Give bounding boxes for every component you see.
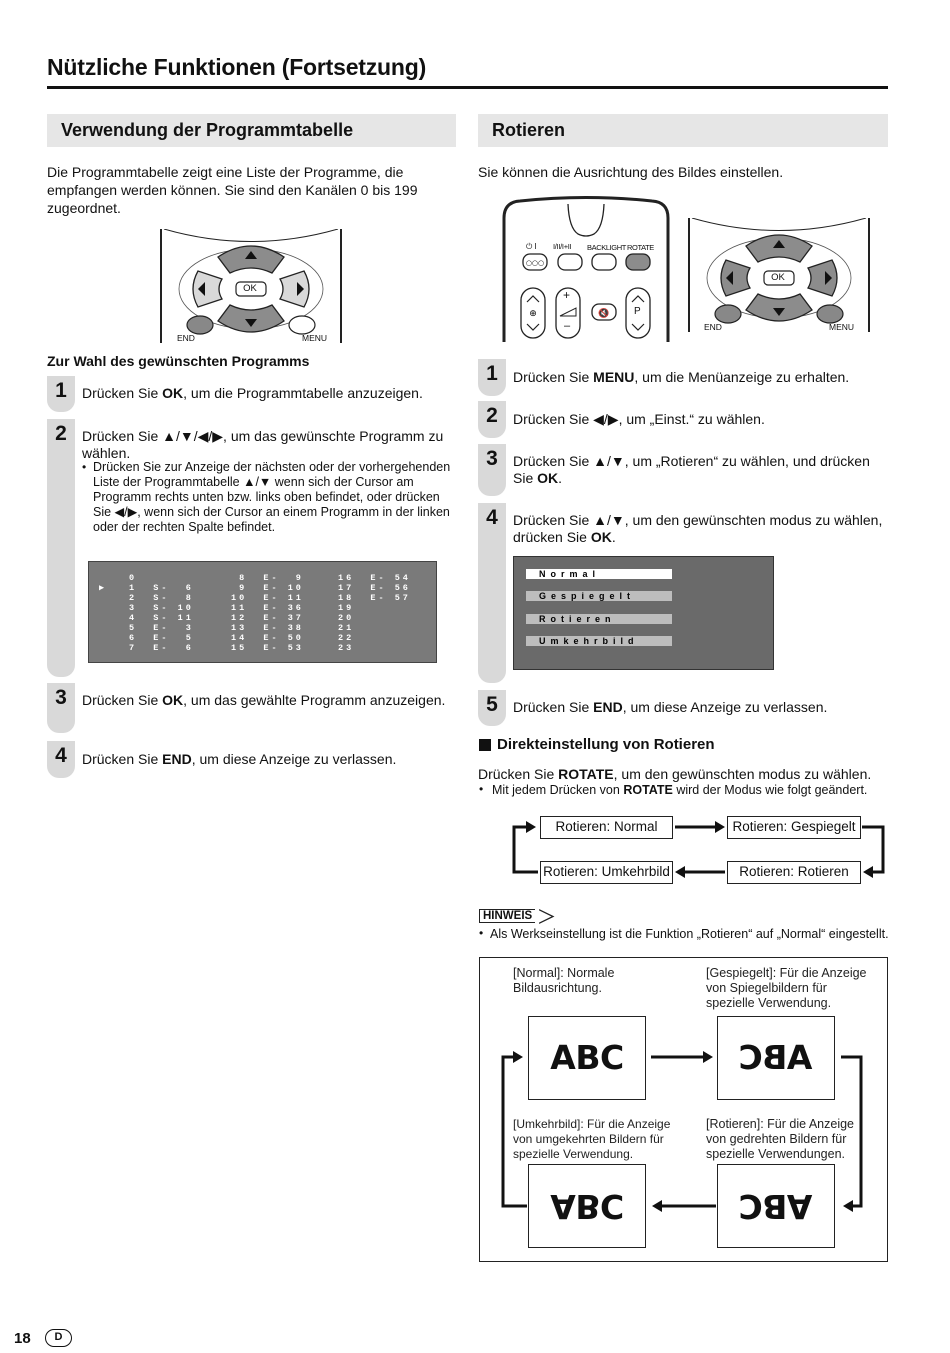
subheading-select-program: Zur Wahl des gewünschten Programms <box>47 353 310 369</box>
end-key-label: END <box>704 322 722 332</box>
language-badge: D <box>45 1329 72 1347</box>
program-cell: 9 E- 10 <box>231 583 304 593</box>
program-cell: 18 E- 57 <box>338 593 411 603</box>
ok-key-label: OK <box>771 272 785 283</box>
rotate-key-label: ROTATE <box>627 243 654 252</box>
sample-normal: ABC <box>528 1016 646 1100</box>
section-heading-rotate: Rotieren <box>478 114 888 147</box>
volume-minus-label: – <box>564 320 571 332</box>
program-cell: 20 <box>338 613 355 623</box>
program-cell: 3 S- 10 <box>129 603 194 613</box>
program-cell: 15 E- 53 <box>231 643 304 653</box>
program-row <box>89 593 436 603</box>
menu-item-invert: Umkehrbild <box>526 636 672 646</box>
program-key-label: P <box>634 306 641 317</box>
program-cell: 22 <box>338 633 355 643</box>
flow-box-invert: Rotieren: Umkehrbild <box>540 861 673 884</box>
label-rotate: [Rotieren]: Für die Anzeige von gedrehten Bildern für spezielle Verwendungen. <box>706 1117 854 1161</box>
program-cell: 7 E- 6 <box>129 643 194 653</box>
bullet-dot: • <box>82 460 87 474</box>
program-cell: 6 E- 5 <box>129 633 194 643</box>
program-cell: 14 E- 50 <box>231 633 304 643</box>
program-row <box>89 603 436 613</box>
power-key-label: ⏻ I <box>526 242 537 251</box>
bullet-dot: • <box>479 782 484 796</box>
svg-text:🔇: 🔇 <box>598 309 610 319</box>
program-cell: 21 <box>338 623 355 633</box>
step-text: Drücken Sie ◀/▶, um „Einst.“ zu wählen. <box>513 411 765 427</box>
step-bullet: Drücken Sie zur Anzeige der nächsten oder der vorhergehenden Liste der Programmtabelle ▲/▼ wenn sich der Cursor am Programm rechts unten bzw. links oben befindet, oder drücken Sie ◀/▶, wenn sich der Cursor an einem Programm in der linken oder der rechten Spalte befindet. <box>93 460 451 534</box>
step-text: Drücken Sie ▲/▼/◀/▶, um das gewünschte Programm zu wählen. <box>82 428 444 461</box>
program-table-screen <box>88 561 437 663</box>
program-cell: 4 S- 11 <box>129 613 194 623</box>
program-row <box>89 613 436 623</box>
program-cell: 11 E- 36 <box>231 603 304 613</box>
step-number: 2 <box>486 404 498 427</box>
ok-key-label: OK <box>243 283 257 294</box>
sample-invert: ABC <box>528 1164 646 1248</box>
program-cell: 13 E- 38 <box>231 623 304 633</box>
step-number: 1 <box>486 362 498 385</box>
program-cell: 19 <box>338 603 355 613</box>
cursor-icon: ▶ <box>99 583 108 593</box>
step-text: Drücken Sie ▲/▼, um „Rotieren“ zu wählen, und drücken Sie OK. <box>513 453 870 486</box>
sample-rotate: ABC <box>717 1164 835 1248</box>
program-row <box>89 623 436 633</box>
program-cell: 16 E- 54 <box>338 573 411 583</box>
note-label: HINWEIS <box>479 909 535 923</box>
square-bullet-icon <box>479 739 491 751</box>
program-cell: 0 <box>129 573 138 583</box>
audio-key-label: I/II/I+II <box>553 242 572 251</box>
step-number: 2 <box>55 422 67 445</box>
menu-key-label: MENU <box>302 333 328 343</box>
volume-plus-label: + <box>563 288 571 302</box>
step-number: 1 <box>55 379 67 402</box>
section-heading-program-table: Verwendung der Programmtabelle <box>47 114 456 147</box>
end-key-label: END <box>177 333 195 343</box>
menu-key-label: MENU <box>829 322 855 332</box>
remote-button-panel-illustration <box>496 196 676 344</box>
step-number: 5 <box>486 693 498 716</box>
direct-setting-text: Drücken Sie ROTATE, um den gewünschten modus zu wählen. <box>478 766 872 782</box>
program-table-intro: Die Programmtabelle zeigt eine Liste der Programme, die empfangen werden können. Sie sind den Kanälen 0 bis 199 zugeordnet. <box>47 164 418 216</box>
step-bar <box>478 503 506 683</box>
menu-item-mirror: Gespiegelt <box>526 591 672 601</box>
program-cell: 23 <box>338 643 355 653</box>
rotation-cycle-arrows <box>479 1030 888 1230</box>
label-normal: [Normal]: Normale Bildausrichtung. <box>513 966 615 995</box>
program-cell: 1 S- 6 <box>129 583 194 593</box>
program-cell: 5 E- 3 <box>129 623 194 633</box>
step-text: Drücken Sie OK, um das gewählte Programm anzuzeigen. <box>82 692 446 708</box>
bullet-dot: • <box>479 926 484 940</box>
program-cell: 8 E- 9 <box>231 573 304 583</box>
page-title: Nützliche Funktionen (Fortsetzung) <box>47 54 427 80</box>
program-row <box>89 633 436 643</box>
flow-box-rotate: Rotieren: Rotieren <box>727 861 861 884</box>
flow-box-normal: Rotieren: Normal <box>540 816 673 839</box>
svg-text:○○○: ○○○ <box>525 259 545 267</box>
program-cell: 17 E- 56 <box>338 583 411 593</box>
step-bar <box>47 419 75 677</box>
step-text: Drücken Sie END, um diese Anzeige zu verlassen. <box>82 751 397 767</box>
menu-item-normal: Normal <box>526 569 672 579</box>
program-cell: 12 E- 37 <box>231 613 304 623</box>
step-text: Drücken Sie ▲/▼, um den gewünschten modus zu wählen, drücken Sie OK. <box>513 512 883 545</box>
step-number: 3 <box>55 686 67 709</box>
rotate-intro: Sie können die Ausrichtung des Bildes einstellen. <box>478 164 784 180</box>
backlight-key-label: BACKLIGHT <box>587 243 626 252</box>
step-number: 4 <box>55 744 67 767</box>
step-number: 4 <box>486 506 498 529</box>
page-number: 18 <box>14 1330 31 1347</box>
step-text: Drücken Sie OK, um die Programmtabelle anzuzeigen. <box>82 385 423 401</box>
sample-mirror: ABC <box>717 1016 835 1100</box>
note-arrow-icon <box>539 909 555 924</box>
label-mirror: [Gespiegelt]: Für die Anzeige von Spiegelbildern für spezielle Verwendung. <box>706 966 867 1010</box>
flow-box-mirror: Rotieren: Gespiegelt <box>727 816 861 839</box>
program-row <box>89 573 436 583</box>
step-number: 3 <box>486 447 498 470</box>
rotate-menu-screen <box>513 556 774 670</box>
title-rule <box>47 86 888 89</box>
direct-setting-bullet: Mit jedem Drücken von ROTATE wird der Modus wie folgt geändert. <box>492 783 868 797</box>
program-cell: 10 E- 11 <box>231 593 304 603</box>
program-row <box>89 643 436 653</box>
label-invert: [Umkehrbild]: Für die Anzeige von umgekehrten Bildern für spezielle Verwendung. <box>513 1117 671 1161</box>
note-text: Als Werkseinstellung ist die Funktion „Rotieren“ auf „Normal“ eingestellt. <box>490 927 889 941</box>
menu-item-rotate: Rotieren <box>526 614 672 624</box>
step-text: Drücken Sie END, um diese Anzeige zu verlassen. <box>513 699 828 715</box>
svg-text:⊕: ⊕ <box>529 309 537 319</box>
program-cell: 2 S- 8 <box>129 593 194 603</box>
step-text: Drücken Sie MENU, um die Menüanzeige zu erhalten. <box>513 369 850 385</box>
program-row <box>89 583 436 593</box>
direct-setting-heading: Direkteinstellung von Rotieren <box>497 736 715 753</box>
